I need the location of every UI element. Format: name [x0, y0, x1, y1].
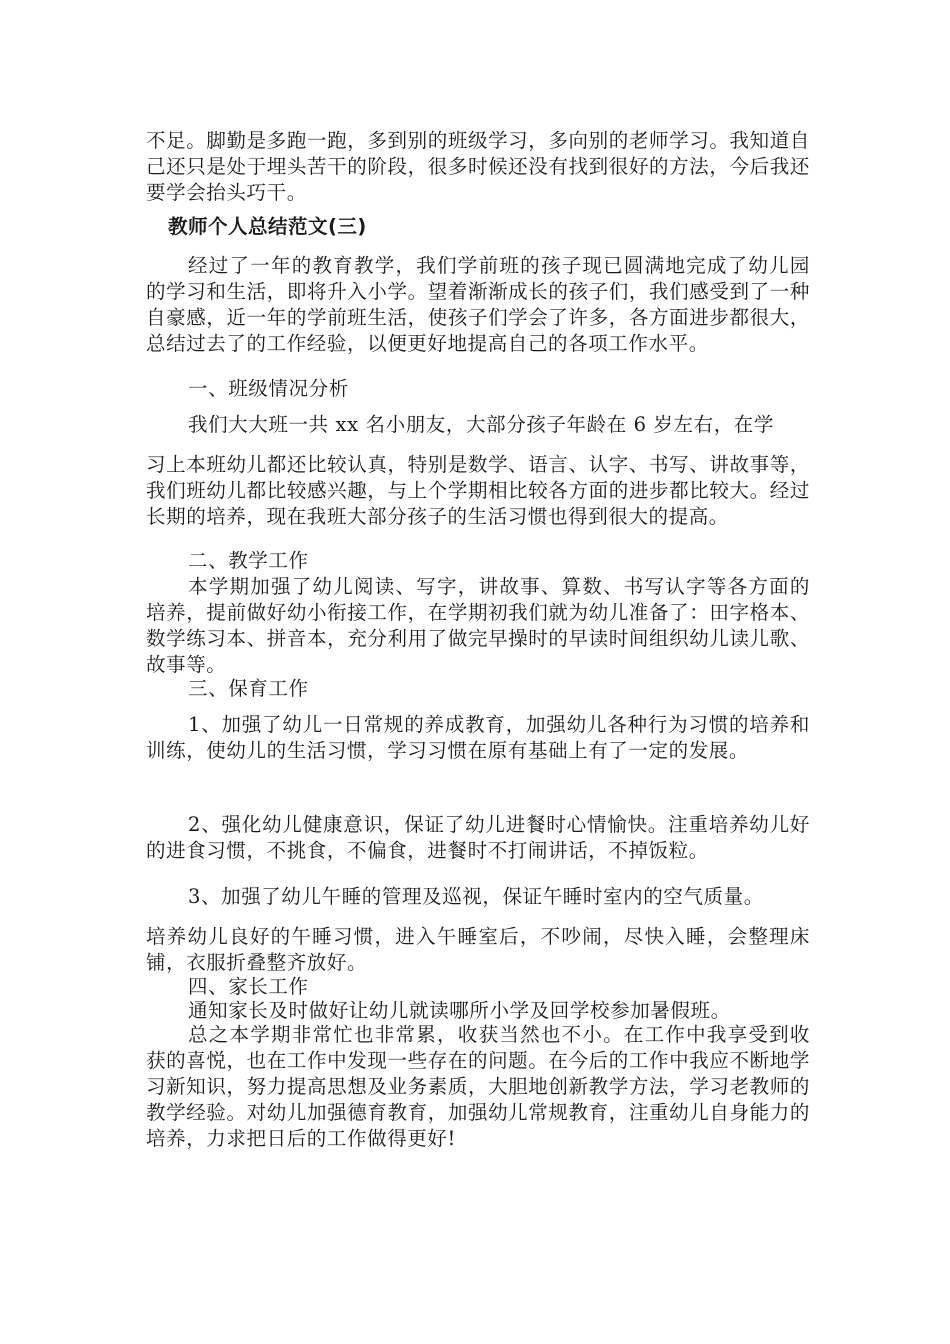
conclusion-paragraph: 总之本学期非常忙也非常累，收获当然也不小。在工作中我享受到收获的喜悦，也在工作中发现一些存在的问题。在今后的工作中我应不断地学习新知识，努力提高思想及业务素质，大胆地创新教学方法，学习老教师的教学经验。对幼儿加强德育教育，加强幼儿常规教育，注重幼儿自身能力的培养，力求把日后的工作做得更好! [146, 1023, 810, 1150]
subsection-title-parents: 四、家长工作 [188, 975, 309, 998]
care-item-2: 2、强化幼儿健康意识，保证了幼儿进餐时心情愉快。注重培养幼儿好的进食习惯，不挑食，不偏食，进餐时不打闹讲话，不掉饭粒。 [146, 813, 810, 862]
subsection-title-care: 三、保育工作 [188, 677, 309, 700]
subsection-title-class-analysis: 一、班级情况分析 [188, 377, 349, 400]
class-analysis-paragraph: 习上本班幼儿都还比较认真，特别是数学、语言、认字、书写、讲故事等，我们班幼儿都比较感兴趣，与上个学期相比较各方面的进步都比较大。经过长期的培养，现在我班大部分孩子的生活习惯也得到很大的提高。 [146, 453, 810, 528]
parents-paragraph: 通知家长及时做好让幼儿就读哪所小学及回学校参加暑假班。 [188, 999, 731, 1022]
care-item-1: 1、加强了幼儿一日常规的养成教育，加强幼儿各种行为习惯的培养和训练，使幼儿的生活习惯，学习习惯在原有基础上有了一定的发展。 [146, 713, 810, 762]
care-item-3-first-line: 3、加强了幼儿午睡的管理及巡视，保证午睡时室内的空气质量。 [188, 885, 764, 908]
care-item-3-paragraph: 培养幼儿良好的午睡习惯，进入午睡室后，不吵闹，尽快入睡，会整理床铺，衣服折叠整齐放好。 [146, 925, 810, 974]
class-analysis-first-line: 我们大大班一共 xx 名小朋友，大部分孩子年龄在 6 岁左右，在学 [188, 413, 774, 436]
opening-paragraph: 经过了一年的教育教学，我们学前班的孩子现已圆满地完成了幼儿园的学习和生活，即将升入小学。望着渐渐成长的孩子们，我们感受到了一种自豪感，近一年的学前班生活，使孩子们学会了许多，各方面进步都很大，总结过去了的工作经验，以便更好地提高自己的各项工作水平。 [146, 254, 810, 355]
intro-paragraph: 不足。脚勤是多跑一跑，多到别的班级学习，多向别的老师学习。我知道自己还只是处于埋头苦干的阶段，很多时候还没有找到很好的方法，今后我还要学会抬头巧干。 [146, 129, 810, 204]
teaching-paragraph: 本学期加强了幼儿阅读、写字，讲故事、算数、书写认字等各方面的培养，提前做好幼小衔接工作，在学期初我们就为幼儿准备了：田字格本、数学练习本、拼音本，充分利用了做完早操时的早读时间组织幼儿读儿歌、故事等。 [146, 575, 810, 676]
section-heading: 教师个人总结范文(三) [168, 215, 367, 238]
subsection-title-teaching: 二、教学工作 [188, 549, 309, 572]
